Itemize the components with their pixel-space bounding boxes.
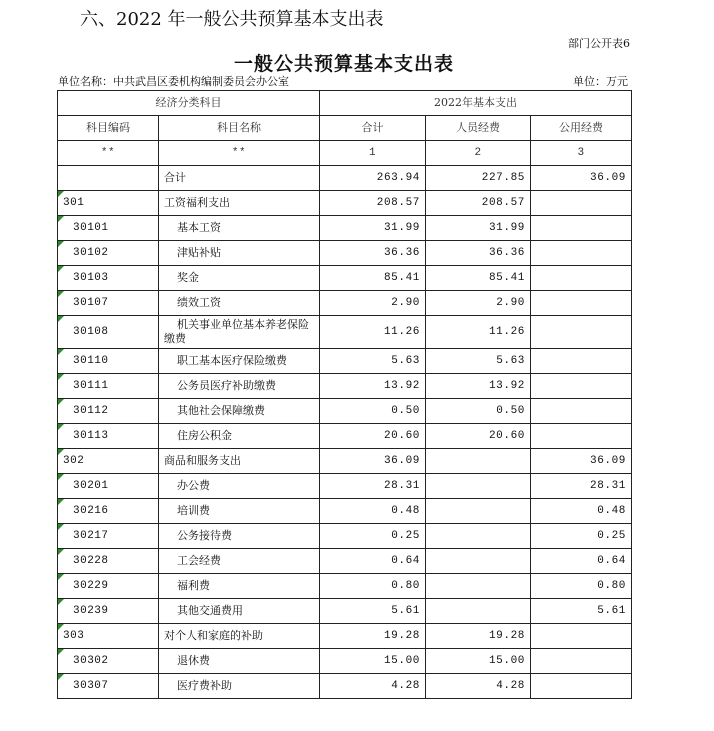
subject-name-cell: 绩效工资 — [159, 291, 320, 316]
public-expense-cell — [531, 216, 632, 241]
public-expense-cell — [531, 316, 632, 349]
public-expense-cell: 0.64 — [531, 549, 632, 574]
subject-code-cell: 30111 — [58, 374, 159, 399]
subject-name-cell: 基本工资 — [159, 216, 320, 241]
column-header-row — [58, 116, 632, 141]
total-cell: 2.90 — [320, 291, 426, 316]
table-row — [58, 449, 632, 474]
subject-name-cell: 津贴补贴 — [159, 241, 320, 266]
personnel-expense-cell: 13.92 — [426, 374, 531, 399]
subject-name-cell: 工会经费 — [159, 549, 320, 574]
public-expense-cell — [531, 399, 632, 424]
public-expense-cell: 36.09 — [531, 166, 632, 191]
subject-code-cell: 301 — [58, 191, 159, 216]
subject-code-cell: 30201 — [58, 474, 159, 499]
unit-name-label: 单位名称：中共武昌区委机构编制委员会办公室 — [58, 75, 289, 88]
personnel-expense-cell: 19.28 — [426, 624, 531, 649]
personnel-expense-cell: 5.63 — [426, 349, 531, 374]
subject-name-cell: 商品和服务支出 — [159, 449, 320, 474]
public-expense-cell — [531, 374, 632, 399]
col-header-total: 合计 — [320, 116, 426, 141]
table-row — [58, 216, 632, 241]
total-cell: 36.09 — [320, 449, 426, 474]
subject-name-cell: 其他社会保障缴费 — [159, 399, 320, 424]
public-expense-cell — [531, 241, 632, 266]
total-cell: 28.31 — [320, 474, 426, 499]
subject-code-cell: 303 — [58, 624, 159, 649]
subject-code-cell — [58, 166, 159, 191]
subject-code-cell: 30101 — [58, 216, 159, 241]
subject-code-cell: 30229 — [58, 574, 159, 599]
personnel-expense-cell — [426, 524, 531, 549]
table-header — [58, 91, 632, 166]
subject-code-cell: 30217 — [58, 524, 159, 549]
table-row — [58, 499, 632, 524]
personnel-expense-cell: 227.85 — [426, 166, 531, 191]
table-row — [58, 599, 632, 624]
subject-name-cell: 住房公积金 — [159, 424, 320, 449]
subject-name-cell: 公务接待费 — [159, 524, 320, 549]
total-cell: 11.26 — [320, 316, 426, 349]
public-expense-cell: 36.09 — [531, 449, 632, 474]
subject-name-cell: 退休费 — [159, 649, 320, 674]
table-row — [58, 316, 632, 349]
total-cell: 4.28 — [320, 674, 426, 699]
public-expense-cell: 28.31 — [531, 474, 632, 499]
index-cell: ** — [58, 141, 159, 166]
personnel-expense-cell: 31.99 — [426, 216, 531, 241]
economic-classification-header: 经济分类科目 — [58, 91, 320, 116]
public-expense-cell — [531, 349, 632, 374]
subject-name-cell: 机关事业单位基本养老保险缴费 — [159, 316, 320, 349]
personnel-expense-cell: 36.36 — [426, 241, 531, 266]
personnel-expense-cell: 208.57 — [426, 191, 531, 216]
public-expense-cell: 0.25 — [531, 524, 632, 549]
index-cell: 2 — [426, 141, 531, 166]
subject-code-cell: 30107 — [58, 291, 159, 316]
public-expense-cell — [531, 424, 632, 449]
public-expense-cell: 0.48 — [531, 499, 632, 524]
total-cell: 85.41 — [320, 266, 426, 291]
total-cell: 20.60 — [320, 424, 426, 449]
form-number: 部门公开表6 — [568, 37, 630, 50]
index-cell: ** — [159, 141, 320, 166]
subject-name-cell: 福利费 — [159, 574, 320, 599]
personnel-expense-cell — [426, 574, 531, 599]
personnel-expense-cell — [426, 599, 531, 624]
table-title: 一般公共预算基本支出表 — [233, 53, 454, 75]
subject-name-cell: 其他交通费用 — [159, 599, 320, 624]
subject-name-cell: 职工基本医疗保险缴费 — [159, 349, 320, 374]
subject-name-cell: 合计 — [159, 166, 320, 191]
subject-code-cell: 30112 — [58, 399, 159, 424]
personnel-expense-cell: 0.50 — [426, 399, 531, 424]
table-row — [58, 166, 632, 191]
table-row — [58, 399, 632, 424]
subject-name-cell: 工资福利支出 — [159, 191, 320, 216]
table-row — [58, 624, 632, 649]
subject-code-cell: 30239 — [58, 599, 159, 624]
total-cell: 0.48 — [320, 499, 426, 524]
public-expense-cell — [531, 291, 632, 316]
subject-code-cell: 30216 — [58, 499, 159, 524]
table-row — [58, 291, 632, 316]
subject-name-cell: 培训费 — [159, 499, 320, 524]
personnel-expense-cell: 11.26 — [426, 316, 531, 349]
table-row — [58, 374, 632, 399]
table-row — [58, 474, 632, 499]
index-row — [58, 141, 632, 166]
budget-table — [57, 90, 632, 699]
total-cell: 19.28 — [320, 624, 426, 649]
public-expense-cell — [531, 266, 632, 291]
personnel-expense-cell — [426, 549, 531, 574]
index-cell: 3 — [531, 141, 632, 166]
public-expense-cell — [531, 624, 632, 649]
subject-name-cell: 办公费 — [159, 474, 320, 499]
subject-code-cell: 30302 — [58, 649, 159, 674]
total-cell: 13.92 — [320, 374, 426, 399]
table-row — [58, 241, 632, 266]
table-row — [58, 524, 632, 549]
public-expense-cell: 5.61 — [531, 599, 632, 624]
table-row — [58, 349, 632, 374]
subject-code-cell: 30307 — [58, 674, 159, 699]
personnel-expense-cell — [426, 449, 531, 474]
total-cell: 15.00 — [320, 649, 426, 674]
index-cell: 1 — [320, 141, 426, 166]
total-cell: 0.25 — [320, 524, 426, 549]
personnel-expense-cell: 4.28 — [426, 674, 531, 699]
subject-name-cell: 公务员医疗补助缴费 — [159, 374, 320, 399]
table-row — [58, 574, 632, 599]
subject-name-cell: 医疗费补助 — [159, 674, 320, 699]
col-header-personnel: 人员经费 — [426, 116, 531, 141]
personnel-expense-cell — [426, 474, 531, 499]
personnel-expense-cell: 85.41 — [426, 266, 531, 291]
subject-code-cell: 302 — [58, 449, 159, 474]
subject-code-cell: 30103 — [58, 266, 159, 291]
public-expense-cell — [531, 191, 632, 216]
table-body — [58, 166, 632, 699]
table-row — [58, 549, 632, 574]
table-row — [58, 191, 632, 216]
table-row — [58, 649, 632, 674]
subject-name-cell: 奖金 — [159, 266, 320, 291]
table-row — [58, 424, 632, 449]
currency-unit-label: 单位：万元 — [573, 75, 628, 88]
table-row — [58, 674, 632, 699]
section-heading: 六、2022 年一般公共预算基本支出表 — [80, 9, 384, 30]
total-cell: 263.94 — [320, 166, 426, 191]
subject-code-cell: 30110 — [58, 349, 159, 374]
personnel-expense-cell: 15.00 — [426, 649, 531, 674]
subject-code-cell: 30228 — [58, 549, 159, 574]
personnel-expense-cell — [426, 499, 531, 524]
group-header-row — [58, 91, 632, 116]
subject-code-cell: 30108 — [58, 316, 159, 349]
total-cell: 208.57 — [320, 191, 426, 216]
total-cell: 0.50 — [320, 399, 426, 424]
table-row — [58, 266, 632, 291]
total-cell: 36.36 — [320, 241, 426, 266]
total-cell: 5.63 — [320, 349, 426, 374]
personnel-expense-cell: 2.90 — [426, 291, 531, 316]
col-header-subject-name: 科目名称 — [159, 116, 320, 141]
total-cell: 31.99 — [320, 216, 426, 241]
public-expense-cell — [531, 649, 632, 674]
personnel-expense-cell: 20.60 — [426, 424, 531, 449]
basic-expenditure-header: 2022年基本支出 — [320, 91, 632, 116]
public-expense-cell — [531, 674, 632, 699]
total-cell: 5.61 — [320, 599, 426, 624]
col-header-public: 公用经费 — [531, 116, 632, 141]
col-header-subject-code: 科目编码 — [58, 116, 159, 141]
total-cell: 0.80 — [320, 574, 426, 599]
subject-code-cell: 30102 — [58, 241, 159, 266]
subject-name-cell: 对个人和家庭的补助 — [159, 624, 320, 649]
subject-code-cell: 30113 — [58, 424, 159, 449]
public-expense-cell: 0.80 — [531, 574, 632, 599]
total-cell: 0.64 — [320, 549, 426, 574]
